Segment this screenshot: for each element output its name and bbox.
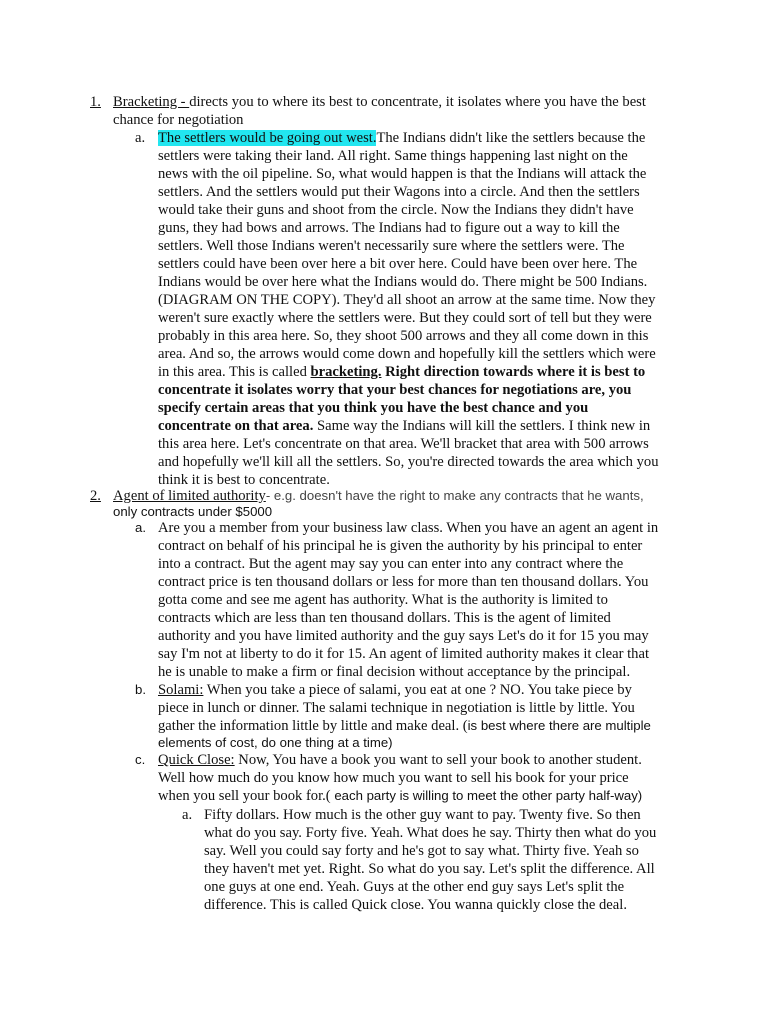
sub-marker: a.: [135, 130, 146, 146]
paragraph-line: [158, 129, 645, 147]
paragraph-line: say. Well you could say forty and he's got to say what. Thirty five. Yeah so: [204, 843, 639, 859]
paragraph-line: would take their guns and shoot from the circle. Now the Indians they didn't have: [158, 202, 634, 218]
paragraph-line: [158, 417, 650, 435]
defined-term: Solami:: [158, 682, 204, 698]
paragraph-text: in this area. This is called: [158, 364, 311, 380]
paragraph-text: When you take a piece of salami, you eat at one ? NO. You take piece by: [203, 682, 632, 698]
item-number: 2.: [90, 488, 101, 504]
paragraph-line: and hopefully we'll kill all the settlers. So, you're directed towards the area which you: [158, 454, 659, 470]
item-heading-line: [113, 93, 646, 111]
defined-term: bracketing.: [310, 364, 382, 380]
item-intro-line: chance for negotiation: [113, 112, 244, 128]
paragraph-line: this area here. Let's concentrate on that area. We'll bracket that area with 500 arrows: [158, 436, 649, 452]
item-heading: Agent of limited authority: [113, 488, 266, 504]
paragraph-line: [158, 751, 642, 769]
paragraph-line: difference. This is called Quick close. You wanna quickly close the deal.: [204, 897, 627, 913]
paragraph-line: weren't sure exactly where the settlers were. But they could sort of tell but they were: [158, 310, 652, 326]
paragraph-line: contract price is ten thousand dollars or less for more than ten thousand dollars. You: [158, 574, 649, 590]
sub-marker: b.: [135, 682, 146, 697]
note-text: is best where there are multiple: [467, 718, 651, 733]
paragraph-line: probably in this area here. So, they shoot 500 arrows and they all come down in this: [158, 328, 649, 344]
paragraph-line: settlers. And the settlers would put their Wagons into a circle. And then the settlers: [158, 184, 640, 200]
paragraph-line: (DIAGRAM ON THE COPY). They'd all shoot an arrow at the same time. Now they: [158, 292, 656, 308]
item-heading: Bracketing -: [113, 94, 190, 110]
bold-text: Right direction towards where it is best to: [381, 364, 646, 380]
paragraph-text: The Indians didn't like the settlers because the: [376, 130, 646, 146]
paragraph-line: Fifty dollars. How much is the other guy want to pay. Twenty five. So then: [204, 807, 641, 823]
paragraph-line: authority and you have limited authority and the guy says Let's do it for 15 you may: [158, 628, 649, 644]
note-line: elements of cost, do one thing at a time): [158, 735, 393, 750]
paragraph-text: gather the information little by little and make deal. (: [158, 718, 468, 734]
paragraph-line: [158, 787, 642, 805]
paragraph-line: [158, 717, 651, 735]
sub-marker: a.: [135, 520, 146, 535]
paragraph-line: he is unable to make a firm or final decision without acceptance by the principal.: [158, 664, 631, 680]
paragraph-line: contract on behalf of his principal he is given the authority by his principal to enter: [158, 538, 643, 554]
paragraph-line: they haven't met yet. Right. So what do you say. Let's split the difference. All: [204, 861, 655, 877]
paragraph-line: into a contract. But the agent may say you can enter into any contract where the: [158, 556, 624, 572]
bold-text: concentrate on that area.: [158, 418, 314, 434]
item-intro: directs you to where its best to concentrate, it isolates where you have the best: [189, 94, 646, 110]
paragraph-text: when you sell your book for.(: [158, 788, 331, 804]
paragraph-line: what do you say. Forty five. Yeah. What does he say. Thirty then what do you: [204, 825, 657, 841]
paragraph-line: settlers could have been over here a bit over here. Could have been over here. The: [158, 256, 638, 272]
sub-marker: c.: [135, 752, 146, 767]
bold-line: concentrate it isolates worry that your best chances for negotiations are, you: [158, 382, 632, 398]
item-number: 1.: [90, 94, 101, 110]
paragraph-line: Are you a member from your business law class. When you have an agent an agent in: [158, 520, 659, 536]
paragraph-line: [158, 681, 632, 699]
paragraph-line: contracts which are less than ten thousand dollars. This is the agent of limited: [158, 610, 611, 626]
note-text: each party is willing to meet the other party half-way): [330, 788, 643, 803]
paragraph-line: one guys at one end. Yeah. Guys at the other end guy says Let's split the: [204, 879, 625, 895]
paragraph-line: [158, 363, 645, 381]
sub-sub-marker: a.: [182, 807, 193, 823]
paragraph-line: Well how much do you know how much you want to sell his book for your price: [158, 770, 629, 786]
paragraph-line: settlers. Well those Indians weren't necessarily sure where the settlers were. The: [158, 238, 625, 254]
paragraph-text: Same way the Indians will kill the settlers. I think new in: [313, 418, 651, 434]
item-intro: - e.g. doesn't have the right to make any contracts that he wants,: [265, 488, 644, 503]
item-intro-line: only contracts under $5000: [113, 504, 273, 519]
paragraph-line: piece in lunch or dinner. The salami technique in negotiation is little by little. You: [158, 700, 635, 716]
highlighted-text: The settlers would be going out west.: [158, 130, 377, 146]
paragraph-line: settlers were taking their land. All right. Same things happening last night on the: [158, 148, 628, 164]
bold-line: specify certain areas that you think you have the best chance and you: [158, 400, 589, 416]
paragraph-line: area. And so, the arrows would come down and hopefully kill the settlers which were: [158, 346, 656, 362]
defined-term: Quick Close:: [158, 752, 235, 768]
paragraph-line: guns, they had bows and arrows. The Indians had to figure out a way to kill the: [158, 220, 620, 236]
paragraph-line: news with the oil pipeline. So, what would happen is that the Indians will attack the: [158, 166, 647, 182]
paragraph-line: gotta come and see me agent has authority. What is the authority is limited to: [158, 592, 608, 608]
paragraph-line: Indians would be over here what the Indians would do. There might be 500 Indians.: [158, 274, 648, 290]
paragraph-line: think it is best to concentrate.: [158, 472, 330, 488]
paragraph-line: say I'm not at liberty to do it for 15. An agent of limited authority makes it clear that: [158, 646, 649, 662]
paragraph-text: Now, You have a book you want to sell your book to another student.: [234, 752, 642, 768]
